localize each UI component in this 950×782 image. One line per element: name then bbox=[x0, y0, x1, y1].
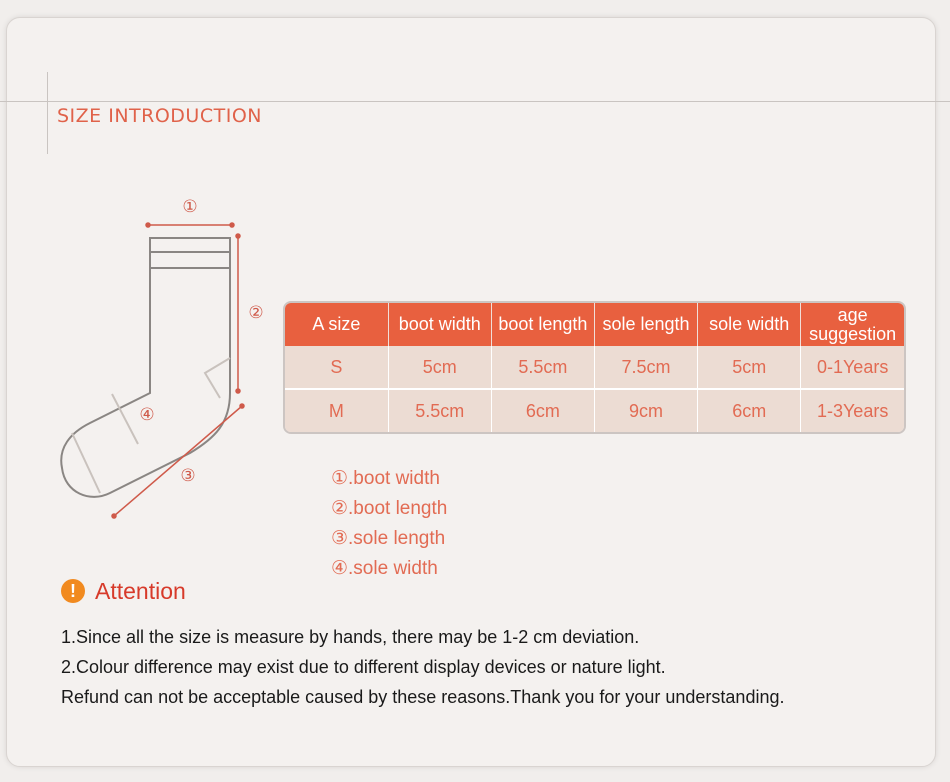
table-header-row bbox=[285, 303, 904, 346]
label-sole-width: ④ bbox=[139, 405, 155, 425]
table-cell: 5cm bbox=[388, 346, 491, 389]
table-cell: 0-1Years bbox=[801, 346, 904, 389]
table-cell: 5cm bbox=[698, 346, 801, 389]
heel-line bbox=[205, 358, 230, 398]
sock-outline bbox=[61, 238, 230, 497]
table-cell: 1-3Years bbox=[801, 389, 904, 432]
header-sole-length: sole length bbox=[594, 303, 697, 346]
table-row bbox=[285, 389, 904, 432]
attention-notes bbox=[61, 622, 784, 712]
size-table bbox=[285, 303, 904, 432]
table-cell: 7.5cm bbox=[594, 346, 697, 389]
warning-icon: ! bbox=[61, 579, 85, 603]
header-boot-length: boot length bbox=[491, 303, 594, 346]
table-cell: 5.5cm bbox=[491, 346, 594, 389]
label-boot-width: ① bbox=[182, 197, 198, 217]
table-cell: 6cm bbox=[698, 389, 801, 432]
header-accent-line bbox=[47, 72, 48, 154]
header-size: A size bbox=[285, 303, 388, 346]
table-cell: M bbox=[285, 389, 388, 432]
header-divider bbox=[0, 101, 950, 102]
header-sole-width: sole width bbox=[698, 303, 801, 346]
attention-title: Attention bbox=[95, 577, 186, 604]
table-cell: 5.5cm bbox=[388, 389, 491, 432]
legend-item-sole-width: ④.sole width bbox=[331, 558, 438, 579]
toe-line bbox=[72, 433, 100, 493]
label-boot-length: ② bbox=[248, 303, 264, 323]
note-line: 2.Colour difference may exist due to different display devices or nature light. bbox=[61, 657, 666, 677]
sock-diagram bbox=[50, 188, 290, 528]
label-sole-length: ③ bbox=[180, 466, 196, 486]
note-line: 1.Since all the size is measure by hands, there may be 1-2 cm deviation. bbox=[61, 627, 640, 647]
legend-item-boot-width: ①.boot width bbox=[331, 468, 440, 489]
table-row bbox=[285, 346, 904, 389]
legend-item-boot-length: ②.boot length bbox=[331, 498, 448, 519]
header-age-suggestion: age suggestion bbox=[801, 303, 904, 346]
measurement-legend bbox=[331, 464, 447, 584]
sole-length-dimension bbox=[114, 406, 242, 516]
note-line: Refund can not be acceptable caused by these reasons.Thank you for your understanding. bbox=[61, 687, 785, 707]
section-title: SIZE INTRODUCTION bbox=[57, 105, 262, 127]
table-cell: 9cm bbox=[594, 389, 697, 432]
table-cell: S bbox=[285, 346, 388, 389]
table-cell: 6cm bbox=[491, 389, 594, 432]
attention-heading bbox=[61, 576, 186, 606]
legend-item-sole-length: ③.sole length bbox=[331, 528, 446, 549]
header-boot-width: boot width bbox=[388, 303, 491, 346]
